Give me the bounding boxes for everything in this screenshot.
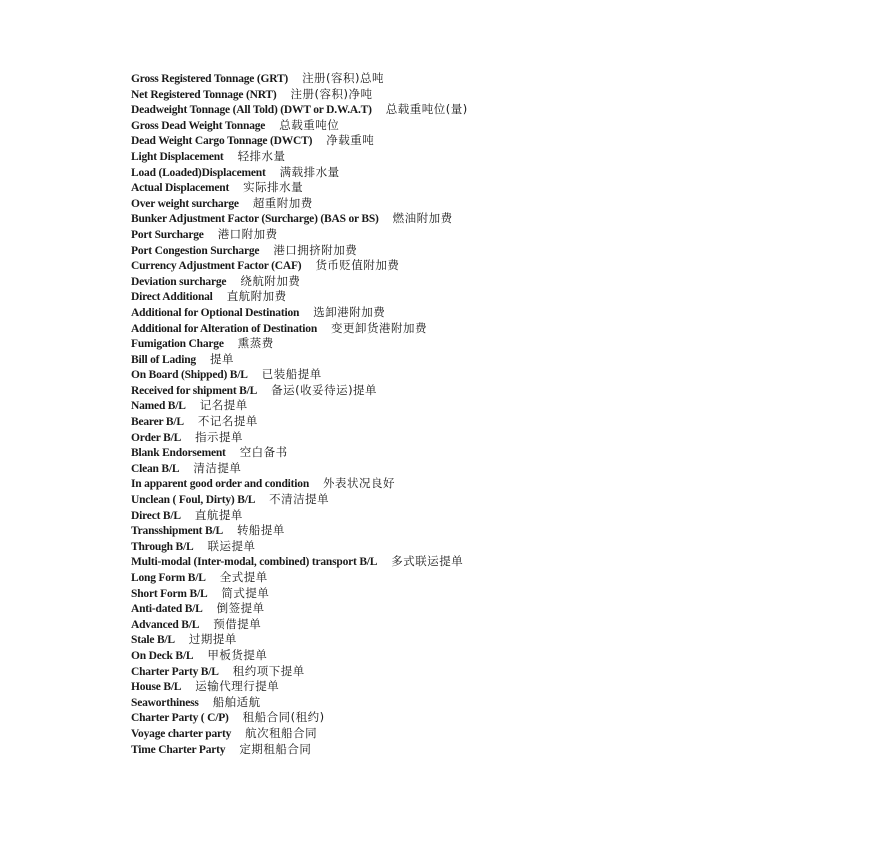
glossary-entry [131,367,468,383]
term-english: Currency Adjustment Factor (CAF) [131,260,302,273]
term-english: Unclean ( Foul, Dirty) B/L [131,494,256,507]
term-english: Short Form B/L [131,587,208,600]
term-chinese: 已装船提单 [261,367,322,382]
term-chinese: 航次租船合同 [245,725,318,740]
glossary-entry [131,414,468,430]
term-chinese: 绕航附加费 [240,273,301,288]
term-english: Time Charter Party [131,743,226,756]
term-chinese: 过期提单 [188,632,237,647]
term-english: Additional for Alteration of Destination [131,322,318,335]
term-chinese: 清洁提单 [193,460,242,475]
term-chinese: 联运提单 [207,538,256,553]
term-chinese: 倒签提单 [216,601,265,616]
term-english: Direct B/L [131,509,181,522]
term-english: Port Congestion Surcharge [131,244,260,257]
glossary-entry [131,71,468,87]
term-english: Gross Dead Weight Tonnage [131,119,266,132]
glossary-entry [131,149,468,165]
term-english: Advanced B/L [131,618,200,631]
term-chinese: 空白备书 [239,445,288,460]
term-english: Transshipment B/L [131,525,223,538]
glossary-entry [131,180,468,196]
glossary-entry [131,523,468,539]
term-english: Deviation surcharge [131,275,227,288]
term-chinese: 甲板货提单 [207,647,268,662]
term-chinese: 全式提单 [219,570,268,584]
term-english: Named B/L [131,400,186,413]
term-chinese: 定期租船合同 [239,741,312,756]
term-english: Order B/L [131,431,182,444]
glossary-entry [131,445,468,461]
glossary-entry [131,695,468,711]
term-english: Bill of Lading [131,353,196,366]
glossary-entry [131,289,468,305]
term-chinese: 注册(容积)净吨 [290,86,373,101]
term-chinese: 轻排水量 [237,148,286,163]
glossary-entry [131,258,468,274]
glossary-entry [131,461,468,477]
term-chinese: 选卸港附加费 [313,304,386,319]
glossary-entry [131,539,468,555]
term-chinese: 熏蒸费 [237,336,274,351]
glossary-entry [131,742,468,758]
glossary-entry [131,133,468,149]
term-english: Dead Weight Cargo Tonnage (DWCT) [131,135,313,148]
term-chinese: 燃油附加费 [392,211,453,226]
term-english: Bunker Adjustment Factor (Surcharge) (BAS or BS) [131,213,379,226]
glossary-entry [131,664,468,680]
glossary-entry [131,710,468,726]
term-chinese: 指示提单 [195,429,244,444]
term-english: Gross Registered Tonnage (GRT) [131,73,289,85]
term-chinese: 运输代理行提单 [195,679,280,694]
glossary-entry [131,243,468,259]
glossary-entry [131,398,468,414]
glossary-entry [131,165,468,181]
term-english: Additional for Optional Destination [131,306,300,319]
term-chinese: 变更卸货港附加费 [331,320,428,335]
glossary-entry [131,601,468,617]
term-english: Bearer B/L [131,416,184,429]
term-chinese: 总载重吨位 [279,117,340,132]
glossary-entry [131,383,468,399]
term-chinese: 不清洁提单 [269,492,330,507]
term-english: Multi-modal (Inter-modal, combined) transport B/L [131,556,378,569]
term-english: On Board (Shipped) B/L [131,369,248,382]
term-chinese: 记名提单 [199,398,248,413]
glossary-entry [131,227,468,243]
term-english: House B/L [131,681,182,694]
term-chinese: 租船合同(租约) [242,710,325,725]
glossary-entry [131,492,468,508]
term-english: Charter Party ( C/P) [131,712,229,725]
glossary-entry [131,554,468,570]
glossary-entry [131,102,468,118]
term-chinese: 外表状况良好 [323,476,396,491]
term-english: Voyage charter party [131,727,232,740]
glossary-entry [131,679,468,695]
term-chinese: 港口拥挤附加费 [273,242,358,257]
term-chinese: 港口附加费 [217,226,278,241]
term-english: Through B/L [131,540,194,553]
term-chinese: 总载重吨位(量) [385,102,468,117]
glossary-entry [131,617,468,633]
term-chinese: 多式联运提单 [391,554,464,569]
glossary-entry [131,211,468,227]
term-english: Light Displacement [131,150,224,163]
term-chinese: 直航附加费 [226,289,287,304]
glossary-entry [131,118,468,134]
glossary-entry [131,632,468,648]
term-english: Clean B/L [131,462,180,475]
term-english: Stale B/L [131,634,175,647]
term-english: Port Surcharge [131,228,204,241]
term-english: Over weight surcharge [131,197,239,210]
term-chinese: 简式提单 [221,585,270,600]
glossary-entry [131,508,468,524]
glossary-entry [131,274,468,290]
term-chinese: 不记名提单 [197,414,258,429]
term-english: Deadweight Tonnage (All Told) (DWT or D.W.A.T) [131,104,372,117]
term-english: Charter Party B/L [131,665,219,678]
term-chinese: 净载重吨 [326,133,375,148]
glossary-entry [131,430,468,446]
glossary-entry [131,305,468,321]
term-chinese: 提单 [209,351,234,366]
glossary-entry [131,321,468,337]
term-english: Net Registered Tonnage (NRT) [131,88,277,101]
glossary-entry [131,586,468,602]
term-english: In apparent good order and condition [131,478,310,491]
term-chinese: 货币贬值附加费 [315,258,400,273]
glossary-list [131,71,468,757]
term-english: Load (Loaded)Displacement [131,166,266,179]
term-chinese: 转船提单 [236,523,285,538]
term-english: Blank Endorsement [131,447,226,460]
glossary-entry [131,196,468,212]
term-chinese: 注册(容积)总吨 [302,71,385,85]
term-chinese: 预借提单 [213,616,262,631]
glossary-entry [131,352,468,368]
term-chinese: 船舶适航 [212,694,261,709]
term-chinese: 满载排水量 [279,164,340,179]
glossary-entry [131,476,468,492]
glossary-entry [131,648,468,664]
term-english: Actual Displacement [131,182,230,195]
term-english: On Deck B/L [131,649,194,662]
term-english: Received for shipment B/L [131,384,258,397]
term-chinese: 备运(收妥待运)提单 [271,382,378,397]
glossary-entry [131,336,468,352]
term-english: Fumigation Charge [131,338,224,351]
term-english: Seaworthiness [131,696,199,709]
term-english: Long Form B/L [131,572,206,584]
glossary-entry [131,87,468,103]
term-chinese: 租约项下提单 [232,663,305,678]
term-english: Anti-dated B/L [131,603,203,616]
term-chinese: 实际排水量 [243,180,304,195]
glossary-entry [131,570,468,586]
glossary-entry [131,726,468,742]
term-chinese: 直航提单 [194,507,243,522]
term-english: Direct Additional [131,291,213,304]
term-chinese: 超重附加费 [252,195,313,210]
